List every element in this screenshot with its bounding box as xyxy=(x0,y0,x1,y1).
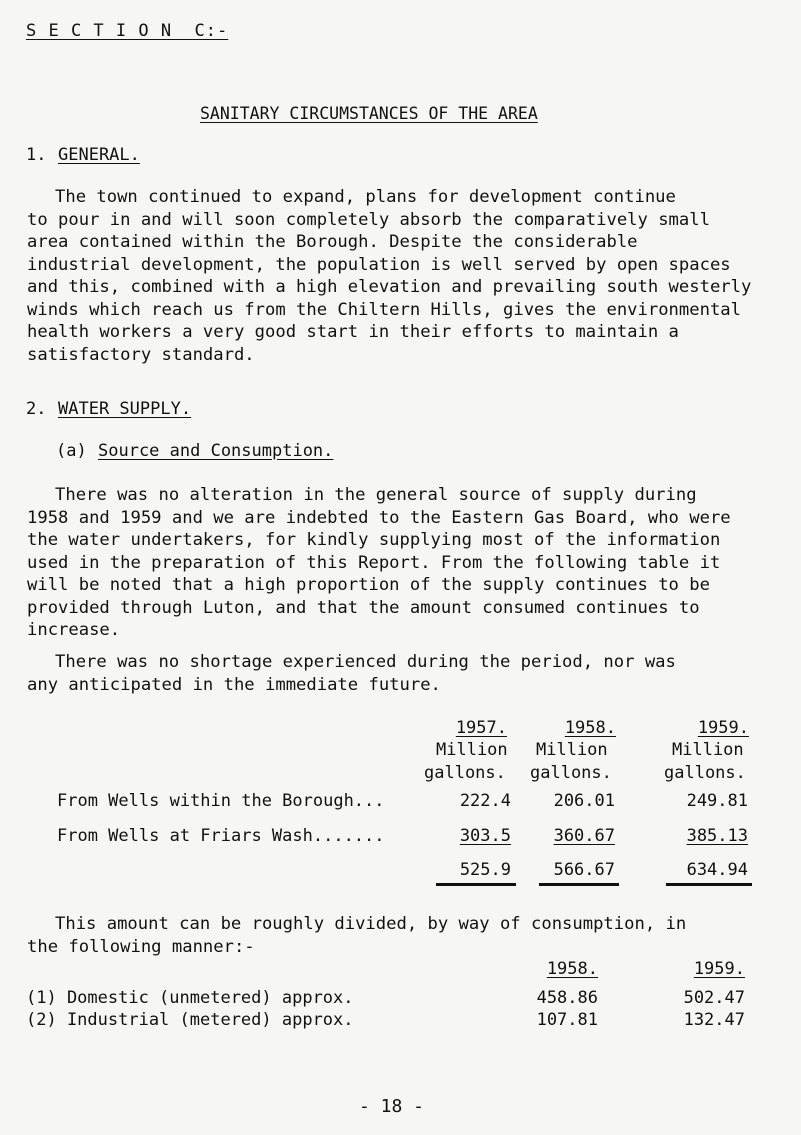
total-double-rule xyxy=(539,883,619,886)
text-line: satisfactory standard. xyxy=(27,344,255,365)
text-line: provided through Luton, and that the amount consumed continues to xyxy=(27,597,700,618)
page-title: SANITARY CIRCUMSTANCES OF THE AREA xyxy=(200,104,538,123)
table-cell: 132.47 xyxy=(683,1010,745,1030)
text-line: There was no shortage experienced during the period, nor was xyxy=(55,652,676,672)
section-number-water: 2. xyxy=(26,399,47,419)
text-line: There was no alteration in the general source of supply during xyxy=(55,485,697,505)
row-label: From Wells at Friars Wash....... xyxy=(57,826,385,846)
unit-label: gallons. xyxy=(530,763,612,783)
text-line: any anticipated in the immediate future. xyxy=(27,674,441,695)
table-cell: 385.13 xyxy=(686,826,748,846)
row-label: (1) Domestic (unmetered) approx. xyxy=(26,988,354,1008)
total-cell: 566.67 xyxy=(553,860,615,880)
year-header: 1957. xyxy=(455,718,507,738)
unit-label: gallons. xyxy=(664,763,746,783)
general-heading: GENERAL. xyxy=(58,145,140,165)
unit-label: Million xyxy=(536,740,608,760)
year-header: 1959. xyxy=(697,718,749,738)
text-line: area contained within the Borough. Despite the considerable xyxy=(27,232,638,252)
page-number: - 18 - xyxy=(359,1096,425,1117)
general-paragraph xyxy=(27,186,800,366)
row-label: From Wells within the Borough... xyxy=(57,791,385,811)
subsection-heading: Source and Consumption. xyxy=(98,441,334,461)
text-line: increase. xyxy=(27,620,121,640)
text-line: industrial development, the population is well served by open spaces xyxy=(27,254,731,275)
text-line: the following manner:- xyxy=(27,936,255,957)
text-line: The town continued to expand, plans for development continue xyxy=(55,187,676,207)
table-cell: 206.01 xyxy=(553,791,615,811)
text-line: and this, combined with a high elevation and prevailing south westerly xyxy=(27,277,752,297)
text-line: health workers a very good start in their efforts to maintain a xyxy=(27,322,679,342)
year-header: 1958. xyxy=(564,718,616,738)
section-number-general: 1. xyxy=(26,145,47,165)
year-header: 1958. xyxy=(546,959,598,979)
total-double-rule xyxy=(436,883,516,886)
total-cell: 634.94 xyxy=(686,860,748,880)
text-line: the water undertakers, for kindly supplying most of the information xyxy=(27,530,721,550)
text-line: will be noted that a high proportion of the supply continues to be xyxy=(27,575,710,595)
text-line: This amount can be roughly divided, by way of consumption, in xyxy=(55,914,687,934)
total-double-rule xyxy=(666,883,752,886)
table-cell: 502.47 xyxy=(683,988,745,1008)
section-heading: S E C T I O N C:- xyxy=(26,21,229,41)
unit-label: gallons. xyxy=(424,763,506,783)
water-paragraph-1 xyxy=(27,484,800,642)
water-paragraph-2 xyxy=(27,651,800,696)
subsection-label: (a) xyxy=(56,441,87,461)
row-label: (2) Industrial (metered) approx. xyxy=(26,1010,354,1030)
table-cell: 303.5 xyxy=(459,826,511,846)
table-cell: 360.67 xyxy=(553,826,615,846)
table-cell: 458.86 xyxy=(536,988,598,1008)
consumption-intro xyxy=(27,913,800,958)
unit-label: Million xyxy=(436,740,508,760)
table-cell: 249.81 xyxy=(686,791,748,811)
table-cell: 222.4 xyxy=(459,791,511,811)
text-line: winds which reach us from the Chiltern Hills, gives the environmental xyxy=(27,299,741,320)
table-cell: 107.81 xyxy=(536,1010,598,1030)
water-supply-heading: WATER SUPPLY. xyxy=(58,399,192,419)
year-header: 1959. xyxy=(693,959,745,979)
total-cell: 525.9 xyxy=(459,860,511,880)
text-line: to pour in and will soon completely absorb the comparatively small xyxy=(27,209,710,230)
unit-label: Million xyxy=(672,740,744,760)
text-line: 1958 and 1959 and we are indebted to the Eastern Gas Board, who were xyxy=(27,507,731,528)
text-line: used in the preparation of this Report. From the following table it xyxy=(27,552,721,573)
